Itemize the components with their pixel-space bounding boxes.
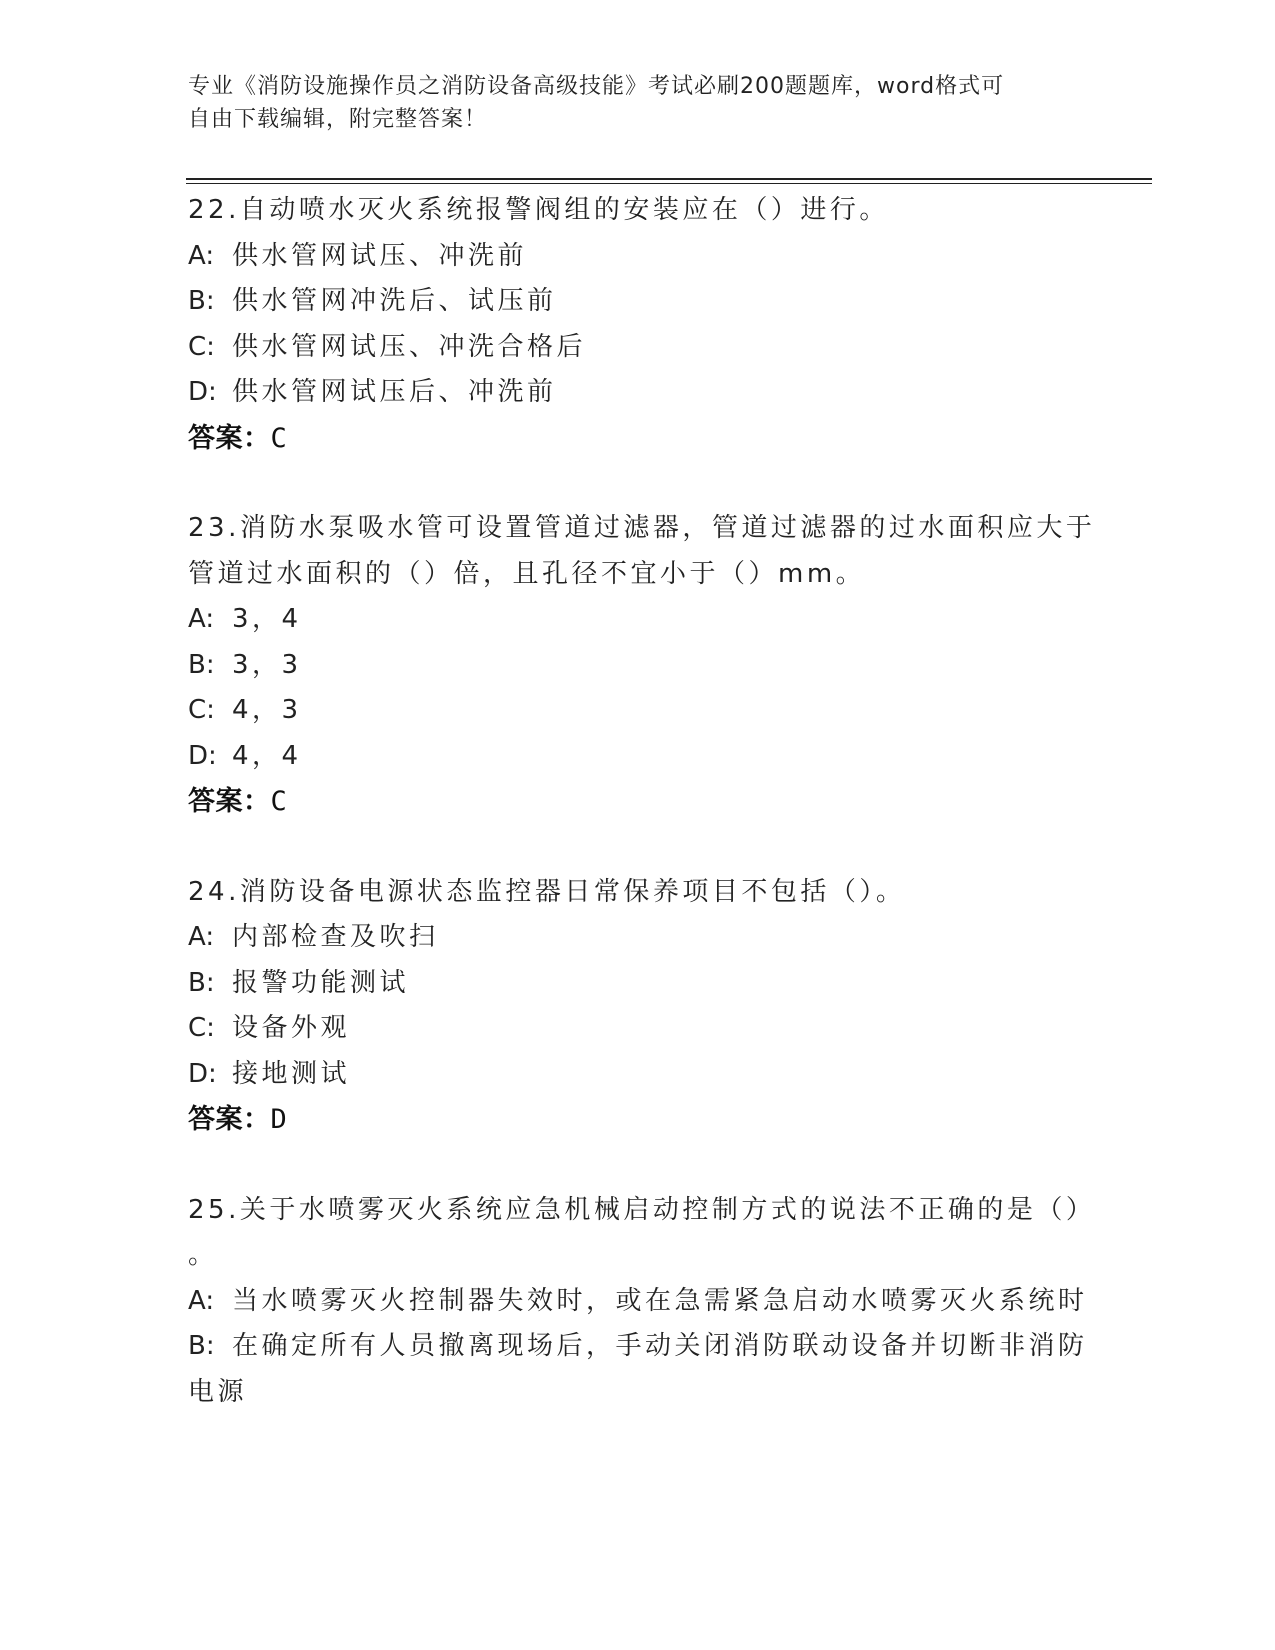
question-stem-continued: 管道过水面积的（）倍，且孔径不宜小于（）mm。: [188, 558, 866, 589]
option-text: 报警功能测试: [232, 967, 410, 998]
option-b: [188, 643, 1088, 689]
option-continuation: 电源: [188, 1376, 248, 1407]
option-text: 4，3: [232, 695, 302, 725]
option-letter: B:: [188, 967, 215, 998]
answer-label: 答案：: [188, 422, 271, 454]
option-d: [188, 734, 1088, 780]
option-c: [188, 325, 1088, 371]
option-text: 3，4: [232, 604, 302, 634]
header-divider-thick: [186, 178, 1152, 180]
answer-label: 答案：: [188, 786, 271, 817]
option-text: 供水管网试压、冲洗前: [232, 240, 528, 271]
answer-value: C: [270, 786, 288, 817]
option-a: [188, 915, 1088, 961]
option-letter: A:: [188, 1285, 215, 1316]
option-letter: A:: [188, 922, 215, 952]
option-letter: B:: [188, 649, 215, 680]
option-text: 供水管网试压、冲洗合格后: [232, 331, 587, 362]
option-c: [188, 688, 1088, 734]
option-text: 供水管网冲洗后、试压前: [232, 286, 557, 316]
option-letter: A:: [188, 604, 215, 634]
document-header: [188, 70, 1068, 136]
option-text: 当水喷雾灭火控制器失效时，或在急需紧急启动水喷雾灭火系统时: [232, 1285, 1088, 1316]
option-letter: D:: [188, 377, 217, 407]
question-stem-continued: 。: [188, 1240, 218, 1270]
option-text: 4，4: [232, 740, 302, 771]
answer-label: 答案：: [188, 1104, 271, 1135]
question-23: [188, 506, 1096, 825]
option-a: [188, 234, 1088, 280]
question-stem: 24.消防设备电源状态监控器日常保养项目不包括（）。: [188, 876, 906, 907]
option-text: 在确定所有人员撤离现场后，手动关闭消防联动设备并切断非消防: [232, 1331, 1088, 1361]
question-stem: 25.关于水喷雾灭火系统应急机械启动控制方式的说法不正确的是（）: [188, 1194, 1096, 1225]
answer-value: D: [270, 1104, 288, 1135]
option-d: [188, 370, 1088, 416]
option-b: [188, 1324, 1088, 1370]
question-stem: 22.自动喷水灭火系统报警阀组的安装应在（）进行。: [188, 195, 889, 225]
option-text: 内部检查及吹扫: [232, 922, 439, 952]
question-22: [188, 188, 1088, 461]
answer: [188, 416, 1088, 462]
answer: [188, 779, 1088, 825]
option-letter: B:: [188, 1331, 215, 1361]
option-b: [188, 279, 1088, 325]
option-letter: B:: [188, 286, 215, 316]
option-letter: C:: [188, 331, 215, 362]
option-letter: C:: [188, 695, 215, 725]
question-list: [188, 188, 1096, 1460]
question-24: [188, 870, 1088, 1143]
option-d: [188, 1052, 1088, 1098]
header-line-1: 专业《消防设施操作员之消防设备高级技能》考试必刷200题题库，word格式可: [188, 74, 1005, 99]
option-letter: D:: [188, 740, 217, 771]
option-text: 接地测试: [232, 1058, 351, 1089]
option-letter: A:: [188, 240, 215, 271]
header-divider-thin: [186, 183, 1152, 184]
option-text: 供水管网试压后、冲洗前: [232, 377, 557, 407]
option-b: [188, 961, 1088, 1007]
option-a: [188, 1279, 1088, 1325]
option-letter: D:: [188, 1058, 217, 1089]
option-c: [188, 1006, 1088, 1052]
header-line-2: 自由下载编辑，附完整答案！: [188, 107, 488, 132]
answer: [188, 1097, 1088, 1143]
question-stem: 23.消防水泵吸水管可设置管道过滤器，管道过滤器的过水面积应大于: [188, 513, 1096, 543]
answer-value: C: [270, 422, 288, 454]
option-text: 设备外观: [232, 1013, 351, 1043]
option-letter: C:: [188, 1013, 215, 1043]
option-a: [188, 597, 1088, 643]
question-25: [188, 1188, 1096, 1416]
option-text: 3，3: [232, 649, 302, 680]
